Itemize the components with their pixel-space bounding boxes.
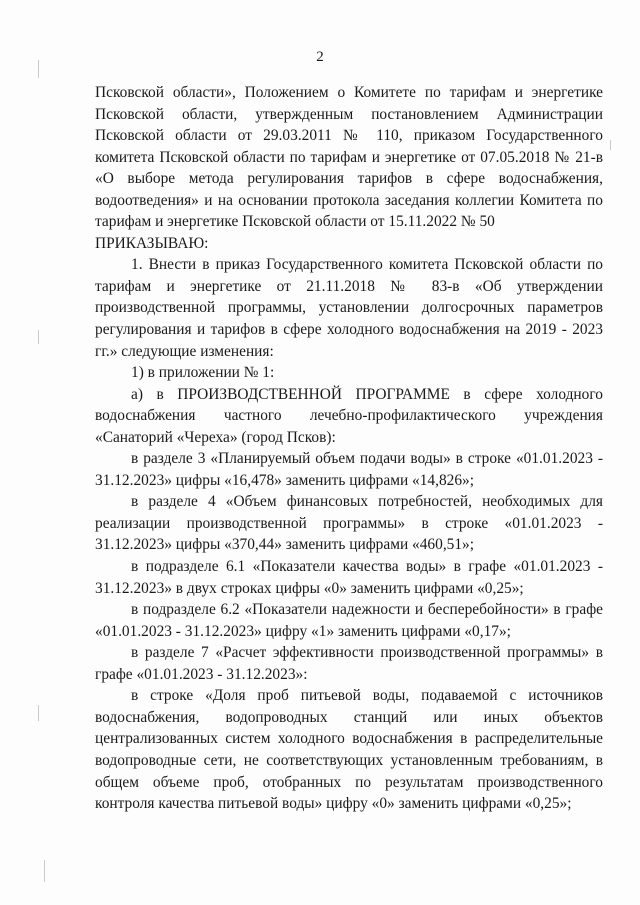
paragraph-subsection-6-1: в подразделе 6.1 «Показатели качества воды» в графе «01.01.2023 - 31.12.2023» в двух строках цифры «0» заменить цифрами «0,25»; xyxy=(95,558,603,597)
document-body xyxy=(95,82,603,815)
scan-artifact xyxy=(38,705,39,721)
paragraph-section-3: в разделе 3 «Планируемый объем подачи воды» в строке «01.01.2023 - 31.12.2023» цифры «16,478» заменить цифрами «14,826»; xyxy=(95,450,603,489)
order-heading: ПРИКАЗЫВАЮ: xyxy=(95,234,209,252)
scan-artifact xyxy=(38,330,39,344)
page-number: 2 xyxy=(316,49,324,65)
paragraph-item-1: 1. Внести в приказ Государственного комитета Псковской области по тарифам и энергетике от 21.11.2018 № 83-в «Об утверждении производственной программы, установлении долгосрочных параметров регулирования и тарифов в сфере холодного водоснабжения на 2019 - 2023 гг.» следующие изменения: xyxy=(95,256,603,360)
scan-artifact xyxy=(44,860,45,882)
paragraph-section-4: в разделе 4 «Объем финансовых потребностей, необходимых для реализации производственной программы» в строке «01.01.2023 - 31.12.2023» цифры «370,44» заменить цифрами «460,51»; xyxy=(95,493,603,554)
paragraph-water-samples: в строке «Доля проб питьевой воды, подаваемой с источников водоснабжения, водопроводных станций или иных объектов централизованных систем холодного водоснабжения в распределительные водопроводные сети, не соответствующих установленным требованиям, в общем объеме проб, отобранных по результатам производственного контроля качества питьевой воды» цифру «0» заменить цифрами «0,25»; xyxy=(95,687,603,813)
paragraph-preamble: Псковской области», Положением о Комитете по тарифам и энергетике Псковской области, утвержденным постановлением Администрации Псковской области от 29.03.2011 № 110, приказом Государственного комитета Псковской области по тарифам и энергетике от 07.05.2018 № 21-в «О выборе метода регулирования тарифов в сфере водоснабжения, водоотведения» и на основании протокола заседания коллегии Комитета по тарифам и энергетике Псковской области от 15.11.2022 № 50 xyxy=(95,84,603,231)
paragraph-subitem-1: 1) в приложении № 1: xyxy=(131,364,275,382)
paragraph-section-7: в разделе 7 «Расчет эффективности производственной программы» в графе «01.01.2023 - 31.12.2023»: xyxy=(95,644,603,683)
paragraph-subsection-6-2: в подразделе 6.2 «Показатели надежности и бесперебойности» в графе «01.01.2023 - 31.12.2023» цифру «1» заменить цифрами «0,17»; xyxy=(95,601,603,640)
paragraph-subitem-a: а) в ПРОИЗВОДСТВЕННОЙ ПРОГРАММЕ в сфере холодного водоснабжения частного лечебно-профилактического учреждения «Санаторий «Череха» (город Псков): xyxy=(95,385,603,446)
scan-artifact xyxy=(610,140,611,150)
